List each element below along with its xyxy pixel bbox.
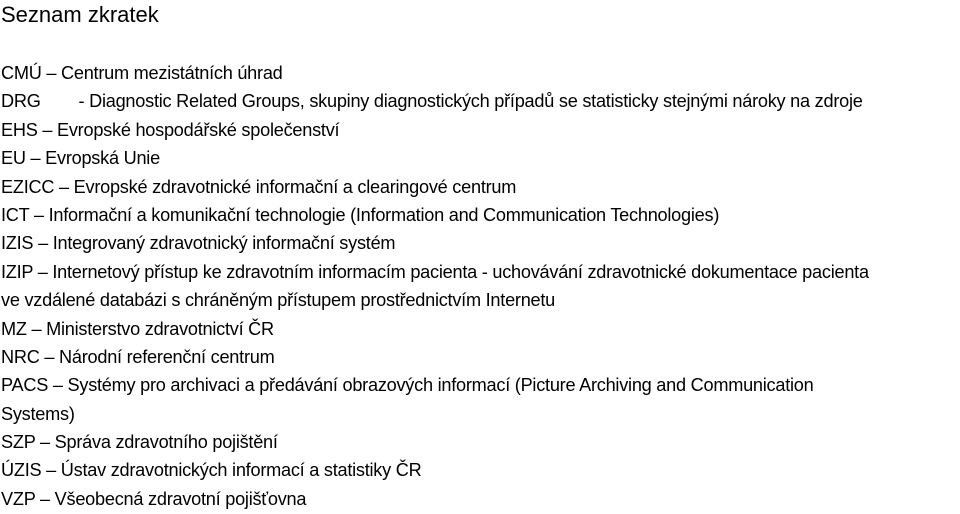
abbreviation-entry <box>1 428 957 456</box>
entry-text: SZP – Správa zdravotního pojištění <box>1 432 278 453</box>
abbreviation-list <box>1 59 959 513</box>
abbreviation-entry <box>1 87 957 115</box>
entry-text: PACS – Systémy pro archivaci a předávání obrazových informací (Picture Archiving and Communication <box>1 375 814 396</box>
entry-text: IZIP – Internetový přístup ke zdravotním informacím pacienta - uchovávání zdravotnické dokumentace pacienta <box>1 261 869 282</box>
entry-text: EZICC – Evropské zdravotnické informační a clearingové centrum <box>1 176 517 197</box>
abbreviation-entry <box>1 315 957 343</box>
entry-text: ve vzdálené databázi s chráněným přístupem prostřednictvím Internetu <box>1 290 556 311</box>
entry-text: IZIS – Integrovaný zdravotnický informační systém <box>1 233 396 254</box>
entry-text: EU – Evropská Unie <box>1 148 160 169</box>
abbreviation-entry <box>1 116 957 144</box>
entry-text: Systems) <box>1 403 75 424</box>
entry-text: VZP – Všeobecná zdravotní pojišťovna <box>1 488 307 509</box>
entry-text: ÚZIS – Ústav zdravotnických informací a statistiky ČR <box>1 460 422 481</box>
entry-abbreviation: DRG <box>1 91 41 112</box>
entry-text: EHS – Evropské hospodářské společenství <box>1 119 340 140</box>
page-title: Seznam zkratek <box>1 2 159 27</box>
entry-definition: - Diagnostic Related Groups, skupiny diagnostických případů se statisticky stejnými nároky na zdroje <box>78 91 863 112</box>
entry-text: MZ – Ministerstvo zdravotnictví ČR <box>1 318 274 339</box>
abbreviation-entry <box>1 229 957 257</box>
abbreviation-entry <box>1 173 957 201</box>
entry-text: ICT – Informační a komunikační technologie (Information and Communication Technologies) <box>1 204 720 225</box>
abbreviation-entry <box>1 456 957 484</box>
abbreviation-entry <box>1 59 957 87</box>
abbreviation-entry <box>1 201 957 229</box>
abbreviation-entry <box>1 343 957 371</box>
abbreviation-entry <box>1 144 957 172</box>
abbreviation-entry-continuation <box>1 400 957 428</box>
entry-text: NRC – Národní referenční centrum <box>1 346 275 367</box>
abbreviation-entry <box>1 258 957 286</box>
entry-text: CMÚ – Centrum mezistátních úhrad <box>1 63 283 83</box>
abbreviation-entry-continuation <box>1 286 957 314</box>
abbreviation-entry <box>1 371 957 399</box>
abbreviation-entry <box>1 485 957 513</box>
